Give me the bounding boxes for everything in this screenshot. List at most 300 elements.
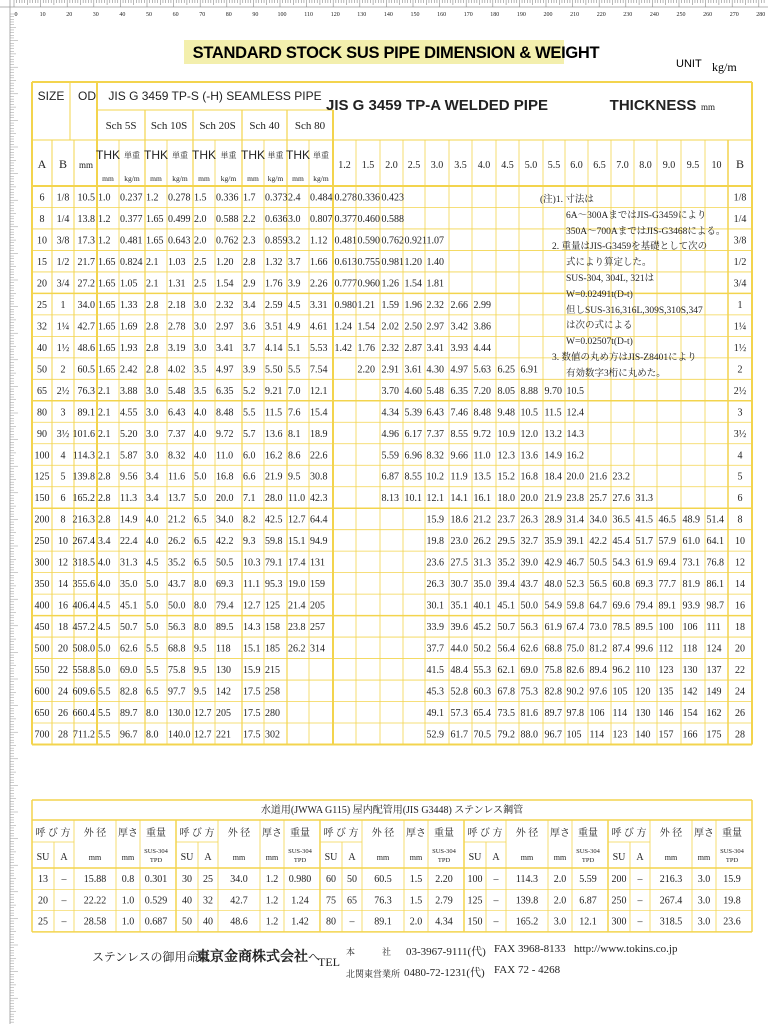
row-welded: 106	[682, 622, 698, 634]
row-sch: 5.5	[146, 643, 159, 655]
ruler-label: 80	[225, 12, 232, 18]
row-welded: 45.4	[612, 536, 630, 548]
row-b-right: 2½	[733, 385, 747, 397]
note-line: W=0.02491t(D-t)	[566, 289, 633, 300]
row-od: 355.6	[72, 579, 95, 591]
row-welded: 69.0	[520, 665, 538, 677]
row-welded: 19.8	[426, 536, 444, 548]
bottom-cell: 20	[38, 895, 48, 907]
row-sch: 89.7	[120, 708, 138, 720]
row-welded: 166	[682, 729, 698, 741]
row-welded: 26.3	[520, 514, 538, 526]
weight-unit: kg/m	[313, 174, 329, 183]
row-welded: 68.8	[544, 643, 562, 655]
row-od: 89.1	[77, 407, 95, 419]
row-welded: 1.07	[426, 235, 444, 247]
row-a: 650	[34, 708, 50, 720]
row-sch: 9.5	[288, 471, 301, 483]
row-welded: 43.7	[520, 579, 538, 591]
row-sch: 35.0	[120, 579, 138, 591]
row-welded: 35.1	[450, 600, 468, 612]
row-welded: 13.6	[520, 450, 538, 462]
row-sch: 158	[265, 622, 280, 634]
row-welded: 27.6	[612, 493, 630, 505]
row-welded: 0.980	[334, 299, 357, 311]
row-welded: 69.3	[635, 579, 653, 591]
row-welded: 48.0	[544, 579, 562, 591]
row-b: 26	[58, 708, 68, 720]
row-b-right: 24	[735, 686, 745, 698]
bottom-od-header: 外 径	[659, 828, 683, 839]
schedule-header-2: Sch 20S	[199, 120, 236, 132]
row-sch: 5.2	[243, 385, 256, 397]
row-sch: 3.0	[146, 385, 159, 397]
bottom-cell: 250	[611, 895, 627, 907]
row-b: 22	[58, 665, 68, 677]
bottom-size-header: 呼 び 方	[467, 828, 503, 839]
row-welded: 35.2	[497, 557, 515, 569]
row-sch: 15.9	[243, 665, 261, 677]
row-b: 1	[60, 299, 66, 311]
ruler-label: 170	[463, 12, 473, 18]
bottom-cell: 1.42	[291, 916, 309, 928]
row-welded: 5.63	[473, 364, 491, 376]
row-sch: 7.0	[288, 385, 301, 397]
row-welded: 23.7	[497, 514, 515, 526]
row-sch: 64.4	[310, 514, 328, 526]
page-title: STANDARD STOCK SUS PIPE DIMENSION & WEIGHT	[192, 44, 600, 62]
row-sch: 4.0	[194, 407, 207, 419]
row-sch: 14.9	[120, 514, 138, 526]
bottom-cell: 42.7	[230, 895, 248, 907]
row-sch: 2.1	[98, 407, 111, 419]
row-sch: 0.807	[310, 213, 333, 225]
bottom-cell: 5.59	[579, 874, 597, 885]
bottom-wt-header: 重量	[290, 828, 310, 839]
row-sch: 4.55	[120, 407, 138, 419]
bottom-cell: 100	[467, 874, 483, 885]
row-od: 711.2	[72, 729, 95, 741]
row-b: 1/4	[56, 213, 70, 225]
row-sch: 20.0	[216, 493, 234, 505]
row-welded: 2.66	[450, 299, 468, 311]
row-sch: 5.0	[98, 665, 111, 677]
footer-url: http://www.tokins.co.jp	[574, 943, 678, 955]
row-welded: 1.59	[381, 299, 399, 311]
od-unit: mm	[78, 160, 94, 170]
row-b: 1/8	[56, 192, 70, 204]
row-sch: 1.76	[265, 278, 283, 290]
row-welded: 39.1	[566, 536, 584, 548]
row-sch: 3.2	[288, 235, 301, 247]
bottom-od-header: 外 径	[227, 828, 251, 839]
row-sch: 1.05	[120, 278, 138, 290]
row-welded: 18.4	[544, 471, 562, 483]
row-sch: 8.32	[168, 450, 186, 462]
note-line: 但しSUS-316,316L,309S,310S,347	[566, 305, 703, 316]
row-b: 3/8	[56, 235, 70, 247]
row-sch: 4.0	[194, 450, 207, 462]
bottom-cell: –	[637, 916, 643, 928]
row-welded: 82.6	[566, 665, 584, 677]
a-header: A	[37, 157, 47, 171]
row-welded: 44.0	[450, 643, 468, 655]
row-sch: 2.9	[243, 278, 256, 290]
footer-head-office: 本 社	[346, 947, 392, 957]
row-welded: 50.0	[520, 600, 538, 612]
row-sch: 3.9	[288, 278, 301, 290]
row-welded: 75.8	[544, 665, 562, 677]
row-welded: 0.755	[357, 256, 380, 268]
bottom-cell: 48.6	[230, 916, 248, 928]
row-welded: 96.2	[612, 665, 630, 677]
row-b-right: 8	[737, 514, 743, 526]
row-b-right: 3/4	[733, 278, 747, 290]
bottom-cell: 32	[203, 895, 213, 907]
ruler-label: 270	[729, 12, 739, 18]
bottom-cell: 1.0	[121, 895, 135, 907]
row-welded: 130	[682, 665, 698, 677]
row-welded: 81.9	[682, 579, 700, 591]
welded-header: JIS G 3459 TP-A WELDED PIPE	[325, 97, 549, 114]
row-b-right: 1	[737, 299, 743, 311]
row-sch: 21.4	[288, 600, 306, 612]
row-sch: 50.7	[120, 622, 138, 634]
row-sch: 4.61	[310, 321, 328, 333]
row-sch: 3.5	[194, 385, 207, 397]
row-b: 8	[60, 514, 66, 526]
row-welded: 36.5	[612, 514, 630, 526]
row-welded: 12.4	[566, 407, 584, 419]
row-welded: 88.0	[520, 729, 538, 741]
ruler-label: 180	[490, 12, 500, 18]
bottom-cell: 65	[347, 895, 357, 907]
row-sch: 22.6	[310, 450, 328, 462]
row-welded: 140	[635, 729, 651, 741]
row-welded: 14.3	[566, 428, 584, 440]
row-welded: 8.55	[404, 471, 422, 483]
row-a: 10	[37, 235, 47, 247]
row-sch: 8.0	[146, 729, 159, 741]
row-b: 1½	[56, 342, 70, 354]
row-sch: 4.14	[265, 342, 283, 354]
bottom-cell: 1.2	[265, 874, 279, 885]
row-sch: 3.88	[120, 385, 138, 397]
row-sch: 2.8	[146, 321, 159, 333]
ruler-label: 150	[410, 12, 420, 18]
row-sch: 2.97	[216, 321, 234, 333]
row-od: 42.7	[77, 321, 95, 333]
bottom-wt-header: 重量	[434, 828, 454, 839]
row-sch: 19.0	[288, 579, 306, 591]
row-sch: 2.8	[146, 364, 159, 376]
row-welded: 5.39	[404, 407, 422, 419]
row-welded: 1.26	[381, 278, 399, 290]
row-a: 450	[34, 622, 50, 634]
row-sch: 258	[265, 686, 280, 698]
row-sch: 1.65	[146, 213, 164, 225]
bottom-cell: –	[493, 895, 499, 907]
row-b-right: 14	[735, 579, 745, 591]
bottom-od-header: 外 径	[515, 828, 539, 839]
row-welded: 14.1	[450, 493, 468, 505]
row-sch: 56.3	[168, 622, 186, 634]
row-b: 2½	[56, 385, 70, 397]
row-welded: 28.9	[544, 514, 562, 526]
row-welded: 11.5	[544, 407, 562, 419]
row-welded: 8.05	[497, 385, 515, 397]
row-od: 558.8	[72, 665, 95, 677]
row-welded: 6.43	[426, 407, 444, 419]
row-welded: 2.32	[381, 342, 399, 354]
bottom-su-header: SU	[36, 852, 50, 863]
row-welded: 4.34	[381, 407, 399, 419]
row-sch: 2.5	[194, 256, 207, 268]
ruler-label: 260	[703, 12, 713, 18]
note-line: 2. 重量はJIS-G3459を基礎として次の	[552, 242, 708, 253]
row-b-right: 3/8	[733, 235, 747, 247]
row-welded: 15.2	[497, 471, 515, 483]
welded-thickness-11: 6.5	[593, 160, 606, 171]
bottom-a-header: A	[492, 852, 500, 863]
row-sch: 0.481	[120, 235, 143, 247]
row-sch: 5.0	[194, 471, 207, 483]
row-welded: 52.3	[566, 579, 584, 591]
row-b-right: 3	[737, 407, 743, 419]
row-welded: 1.76	[357, 342, 375, 354]
row-sch: 5.0	[146, 622, 159, 634]
row-a: 350	[34, 579, 50, 591]
row-b: 10	[58, 536, 68, 548]
row-welded: 45.1	[497, 600, 515, 612]
row-welded: 23.8	[566, 493, 584, 505]
row-sch: 1.0	[98, 192, 111, 204]
row-welded: 137	[706, 665, 722, 677]
row-sch: 35.2	[168, 557, 186, 569]
ruler-label: 160	[437, 12, 447, 18]
footer-prefix: ステンレスの御用命は	[92, 950, 211, 964]
row-sch: 1.66	[310, 256, 328, 268]
row-welded: 31.3	[635, 493, 653, 505]
row-sch: 1.65	[98, 342, 116, 354]
bottom-sus-label: SUS-304	[720, 848, 744, 855]
row-sch: 5.0	[146, 579, 159, 591]
row-sch: 94.9	[310, 536, 328, 548]
row-sch: 17.5	[243, 729, 261, 741]
welded-thickness-6: 4.0	[477, 160, 491, 171]
thk-header: THK	[192, 148, 216, 162]
row-welded: 154	[682, 708, 698, 720]
ruler-label: 20	[66, 12, 73, 18]
row-sch: 6.5	[146, 686, 159, 698]
row-b: 20	[58, 643, 68, 655]
row-sch: 3.0	[146, 407, 159, 419]
bottom-cell: 165.2	[515, 916, 539, 928]
row-welded: 9.66	[450, 450, 468, 462]
row-od: 13.8	[77, 213, 95, 225]
row-b: 14	[58, 579, 68, 591]
welded-thickness-3: 2.5	[407, 160, 421, 171]
row-welded: 67.4	[566, 622, 584, 634]
bottom-cell: 150	[467, 916, 483, 928]
row-sch: 13.7	[168, 493, 186, 505]
row-welded: 1.20	[404, 256, 422, 268]
row-welded: 114	[589, 729, 605, 741]
row-sch: 17.4	[288, 557, 306, 569]
welded-thickness-0: 1.2	[338, 160, 351, 171]
row-od: 34.0	[77, 299, 95, 311]
row-sch: 1.65	[98, 299, 116, 311]
row-welded: 87.4	[612, 643, 630, 655]
row-sch: 1.54	[216, 278, 234, 290]
bottom-cell: 2.0	[553, 895, 567, 907]
row-sch: 302	[265, 729, 280, 741]
bottom-cell: 300	[611, 916, 627, 928]
ruler-label: 10	[39, 12, 46, 18]
row-welded: 4.96	[381, 428, 399, 440]
row-welded: 4.44	[473, 342, 491, 354]
row-sch: 2.1	[146, 256, 159, 268]
row-welded: 6.91	[520, 364, 538, 376]
ruler-label: 210	[570, 12, 580, 18]
bottom-cell: 0.687	[144, 916, 168, 928]
bottom-cell: 0.8	[121, 874, 135, 885]
bottom-od-header: 外 径	[83, 828, 107, 839]
row-welded: 0.590	[357, 235, 380, 247]
row-sch: 6.5	[194, 514, 207, 526]
bottom-cell: 30	[182, 874, 192, 885]
row-welded: 41.5	[426, 665, 444, 677]
row-sch: 3.0	[194, 299, 207, 311]
row-welded: 120	[635, 686, 651, 698]
row-sch: 159	[310, 579, 325, 591]
row-sch: 257	[310, 622, 325, 634]
row-welded: 6.87	[381, 471, 399, 483]
row-sch: 2.26	[310, 278, 328, 290]
welded-thickness-12: 7.0	[616, 160, 629, 171]
row-welded: 77.7	[658, 579, 676, 591]
row-od: 21.7	[77, 256, 95, 268]
row-sch: 12.7	[194, 708, 212, 720]
row-b-right: 26	[735, 708, 745, 720]
row-b-right: 4	[737, 450, 743, 462]
row-sch: 34.0	[216, 514, 234, 526]
row-sch: 23.8	[288, 622, 306, 634]
row-welded: 0.423	[381, 192, 404, 204]
row-welded: 81.2	[589, 643, 607, 655]
row-sch: 12.1	[310, 385, 328, 397]
row-sch: 1.65	[98, 364, 116, 376]
row-sch: 3.6	[243, 321, 256, 333]
row-welded: 10.5	[520, 407, 538, 419]
bottom-thk-unit: mm	[409, 853, 423, 862]
bottom-cell: –	[493, 874, 499, 885]
row-welded: 45.2	[473, 622, 491, 634]
row-welded: 8.88	[520, 385, 538, 397]
row-sch: 5.0	[98, 643, 111, 655]
bottom-cell: 2.0	[553, 874, 567, 885]
row-sch: 50.0	[168, 600, 186, 612]
row-welded: 40.1	[473, 600, 491, 612]
row-sch: 28.0	[265, 493, 283, 505]
row-sch: 4.5	[288, 299, 301, 311]
bottom-tpd-label: TPD	[725, 857, 739, 864]
row-welded: 3.41	[426, 342, 444, 354]
row-welded: 89.4	[589, 665, 607, 677]
row-b-right: 1/8	[733, 192, 747, 204]
row-welded: 41.5	[635, 514, 653, 526]
row-welded: 1.40	[426, 256, 444, 268]
thk-unit: mm	[150, 174, 162, 183]
row-welded: 31.4	[566, 514, 584, 526]
bottom-title: 水道用(JWWA G115) 屋内配管用(JIS G3448) ステンレス鋼管	[260, 805, 524, 816]
row-welded: 0.588	[381, 213, 404, 225]
note-line: (注)1. 寸法は	[540, 195, 594, 205]
row-sch: 6.5	[194, 536, 207, 548]
row-sch: 96.7	[120, 729, 138, 741]
row-welded: 110	[635, 665, 651, 677]
row-sch: 8.2	[243, 514, 256, 526]
thk-header: THK	[144, 148, 168, 162]
row-welded: 0.960	[357, 278, 380, 290]
row-sch: 0.588	[216, 213, 239, 225]
bottom-cell: 216.3	[659, 874, 683, 885]
row-welded: 8.48	[473, 407, 491, 419]
row-welded: 105	[612, 686, 628, 698]
row-welded: 46.7	[566, 557, 584, 569]
bottom-cell: 200	[611, 874, 627, 885]
row-welded: 21.2	[473, 514, 491, 526]
row-sch: 2.1	[98, 450, 111, 462]
row-od: 457.2	[72, 622, 95, 634]
row-welded: 67.8	[497, 686, 515, 698]
row-welded: 5.48	[426, 385, 444, 397]
welded-thickness-9: 5.5	[547, 160, 561, 171]
bottom-cell: 125	[467, 895, 483, 907]
row-welded: 0.762	[381, 235, 404, 247]
row-sch: 12.7	[243, 600, 261, 612]
row-welded: 11.9	[450, 471, 468, 483]
row-sch: 6.6	[243, 471, 256, 483]
bottom-cell: 75	[326, 895, 336, 907]
row-sch: 43.7	[168, 579, 186, 591]
bottom-cell: –	[349, 916, 355, 928]
bottom-cell: 15.88	[83, 874, 107, 885]
row-sch: 42.3	[310, 493, 328, 505]
row-sch: 2.8	[146, 342, 159, 354]
row-sch: 1.31	[168, 278, 186, 290]
row-welded: 10.5	[566, 385, 584, 397]
bottom-thk-header: 厚さ	[550, 828, 570, 839]
row-b-right: 20	[735, 643, 745, 655]
ruler-label: 120	[330, 12, 340, 18]
row-sch: 125	[265, 600, 280, 612]
bottom-cell: 114.3	[515, 874, 539, 885]
row-od: 48.6	[77, 342, 95, 354]
bottom-thk-unit: mm	[697, 853, 711, 862]
note-line: 有効数字3桁に丸めた。	[566, 368, 666, 379]
row-od: 406.4	[72, 600, 95, 612]
bottom-tpd-label: TPD	[149, 857, 163, 864]
row-sch: 8.6	[288, 450, 301, 462]
row-sch: 0.278	[168, 192, 191, 204]
row-sch: 5.5	[288, 364, 301, 376]
footer-branch: 北関東営業所	[346, 969, 401, 979]
row-sch: 69.0	[120, 665, 138, 677]
row-sch: 1.69	[120, 321, 138, 333]
row-welded: 0.278	[334, 192, 357, 204]
row-welded: 56.5	[589, 579, 607, 591]
